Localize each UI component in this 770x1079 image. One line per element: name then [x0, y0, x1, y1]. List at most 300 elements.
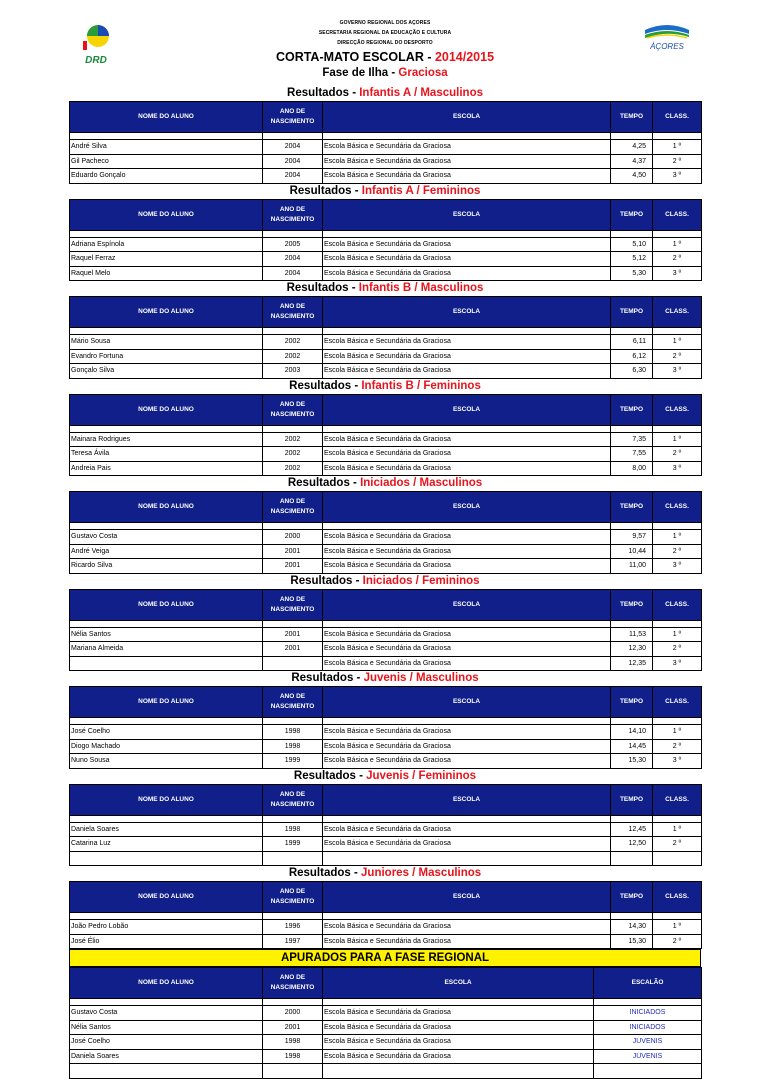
- col-birth-header: ANO DE NASCIMENTO: [263, 784, 323, 815]
- col-place-header: CLASS.: [653, 199, 702, 230]
- logo-right-text: ÀÇORES: [650, 42, 684, 51]
- table-row: [70, 1006, 702, 1021]
- spacer-cell: [323, 230, 611, 237]
- spacer-cell: [70, 133, 263, 140]
- age-level: JUVENIS: [594, 1035, 702, 1050]
- spacer-cell: [653, 328, 702, 335]
- col-time-header: TEMPO: [611, 687, 653, 718]
- spacer-cell: [653, 133, 702, 140]
- birth-year: 1996: [263, 920, 323, 935]
- birth-year: 2004: [263, 266, 323, 281]
- student-name: Catarina Luz: [70, 837, 263, 852]
- table-row: [70, 627, 702, 642]
- table-row: [70, 1020, 702, 1035]
- birth-year: 2001: [263, 1020, 323, 1035]
- placement: 1 º: [653, 822, 702, 837]
- col-birth-header: ANO DE NASCIMENTO: [263, 394, 323, 425]
- section-prefix: Resultados -: [289, 379, 362, 392]
- student-name: Mainara Rodrigues: [70, 432, 263, 447]
- spacer-cell: [70, 425, 263, 432]
- school-name: Escola Básica e Secundária da Graciosa: [323, 169, 611, 184]
- azores-logo: [643, 22, 691, 52]
- birth-year: 1997: [263, 934, 323, 949]
- school-name: Escola Básica e Secundária da Graciosa: [323, 1006, 594, 1021]
- col-place-header: CLASS.: [653, 882, 702, 913]
- student-name: Nuno Sousa: [70, 754, 263, 769]
- spacer-cell: [263, 815, 323, 822]
- col-name-header: NOME DO ALUNO: [70, 784, 263, 815]
- spacer-cell: [263, 230, 323, 237]
- spacer-cell: [263, 999, 323, 1006]
- col-place-header: CLASS.: [653, 784, 702, 815]
- student-name: Mariana Almeida: [70, 642, 263, 657]
- section-prefix: Resultados -: [289, 184, 362, 197]
- student-name: João Pedro Lobão: [70, 920, 263, 935]
- spacer-cell: [594, 999, 702, 1006]
- col-time-header: TEMPO: [611, 297, 653, 328]
- section-prefix: Resultados -: [287, 477, 361, 489]
- race-time: 4,37: [611, 154, 653, 169]
- school-name: Escola Básica e Secundária da Graciosa: [323, 335, 611, 350]
- birth-year: [263, 1064, 323, 1079]
- col-time-header: TEMPO: [611, 394, 653, 425]
- spacer-cell: [611, 815, 653, 822]
- age-level: INICIADOS: [594, 1020, 702, 1035]
- birth-year: [263, 656, 323, 671]
- spacer-cell: [70, 620, 263, 627]
- results-table: [69, 296, 702, 379]
- age-level: [594, 1064, 702, 1079]
- spacer-row: [70, 620, 702, 627]
- spacer-row: [70, 425, 702, 432]
- section-title: [69, 671, 701, 686]
- col-school-header: ESCOLA: [323, 297, 611, 328]
- col-school-header: ESCOLA: [323, 492, 611, 523]
- table-row: [70, 349, 702, 364]
- table-header-row: [70, 589, 702, 620]
- birth-year: 2000: [263, 530, 323, 545]
- birth-year: 1999: [263, 837, 323, 852]
- table-row: [70, 656, 702, 671]
- student-name: Daniela Soares: [70, 822, 263, 837]
- col-time-header: TEMPO: [611, 784, 653, 815]
- student-name: André Veiga: [70, 544, 263, 559]
- spacer-row: [70, 999, 702, 1006]
- race-time: 10,44: [611, 544, 653, 559]
- student-name: José Coelho: [70, 725, 263, 740]
- race-time: 12,45: [611, 822, 653, 837]
- results-table: [69, 784, 702, 867]
- birth-year: 2001: [263, 642, 323, 657]
- table-header-row: [70, 687, 702, 718]
- col-name-header: NOME DO ALUNO: [70, 882, 263, 913]
- school-name: Escola Básica e Secundária da Graciosa: [323, 627, 611, 642]
- spacer-cell: [70, 913, 263, 920]
- table-row: [70, 1049, 702, 1064]
- col-birth-header: ANO DE NASCIMENTO: [263, 199, 323, 230]
- table-row: [70, 725, 702, 740]
- table-row: [70, 447, 702, 462]
- col-name-header: NOME DO ALUNO: [70, 968, 263, 999]
- spacer-cell: [323, 718, 611, 725]
- school-name: Escola Básica e Secundária da Graciosa: [323, 934, 611, 949]
- col-place-header: CLASS.: [653, 589, 702, 620]
- birth-year: 2001: [263, 544, 323, 559]
- spacer-cell: [611, 718, 653, 725]
- race-time: 6,12: [611, 349, 653, 364]
- spacer-row: [70, 328, 702, 335]
- birth-year: 1998: [263, 1035, 323, 1050]
- race-time: 4,50: [611, 169, 653, 184]
- spacer-cell: [323, 999, 594, 1006]
- spacer-cell: [70, 999, 263, 1006]
- birth-year: 1998: [263, 1049, 323, 1064]
- spacer-row: [70, 133, 702, 140]
- placement: 2 º: [653, 739, 702, 754]
- section-category: Juvenis / Masculinos: [363, 672, 479, 684]
- spacer-row: [70, 230, 702, 237]
- gov-line-1: GOVERNO REGIONAL DOS AÇORES: [339, 20, 431, 26]
- table-row: [70, 559, 702, 574]
- spacer-cell: [70, 523, 263, 530]
- gov-line-2: SECRETARIA REGIONAL DA EDUCAÇÃO E CULTURA: [318, 30, 452, 36]
- placement: 3 º: [653, 559, 702, 574]
- student-name: Gustavo Costa: [70, 530, 263, 545]
- section-prefix: Resultados -: [287, 87, 360, 99]
- document-header: [69, 0, 701, 86]
- section-category: Juvenis / Femininos: [366, 769, 477, 782]
- col-school-header: ESCOLA: [323, 102, 611, 133]
- placement: 1 º: [653, 335, 702, 350]
- student-name: [70, 656, 263, 671]
- table-row: [70, 169, 702, 184]
- birth-year: 2002: [263, 349, 323, 364]
- results-table: [69, 394, 702, 477]
- placement: 1 º: [653, 140, 702, 155]
- results-table: [69, 686, 702, 769]
- title-year: 2014/2015: [434, 50, 495, 64]
- school-name: Escola Básica e Secundária da Graciosa: [323, 1020, 594, 1035]
- student-name: André Silva: [70, 140, 263, 155]
- placement: 3 º: [653, 656, 702, 671]
- race-time: 5,12: [611, 252, 653, 267]
- col-name-header: NOME DO ALUNO: [70, 394, 263, 425]
- school-name: Escola Básica e Secundária da Graciosa: [323, 1049, 594, 1064]
- race-time: 12,35: [611, 656, 653, 671]
- spacer-cell: [653, 913, 702, 920]
- spacer-cell: [70, 230, 263, 237]
- table-row: [70, 237, 702, 252]
- results-sections: [69, 86, 701, 949]
- placement: 3 º: [653, 754, 702, 769]
- table-header-row: [70, 492, 702, 523]
- race-time: 7,55: [611, 447, 653, 462]
- placement: 2 º: [653, 154, 702, 169]
- spacer-cell: [263, 133, 323, 140]
- school-name: Escola Básica e Secundária da Graciosa: [323, 447, 611, 462]
- student-name: [70, 851, 263, 866]
- table-row: [70, 252, 702, 267]
- spacer-row: [70, 718, 702, 725]
- birth-year: 2000: [263, 1006, 323, 1021]
- student-name: Teresa Ávila: [70, 447, 263, 462]
- spacer-cell: [611, 230, 653, 237]
- col-school-header: ESCOLA: [323, 784, 611, 815]
- page-title: [69, 50, 701, 64]
- placement: 1 º: [653, 627, 702, 642]
- race-time: 14,30: [611, 920, 653, 935]
- col-name-header: NOME DO ALUNO: [70, 687, 263, 718]
- school-name: Escola Básica e Secundária da Graciosa: [323, 530, 611, 545]
- table-row: [70, 461, 702, 476]
- placement: 2 º: [653, 252, 702, 267]
- school-name: Escola Básica e Secundária da Graciosa: [323, 559, 611, 574]
- col-birth-header: ANO DE NASCIMENTO: [263, 492, 323, 523]
- section-prefix: Resultados -: [290, 574, 363, 587]
- spacer-cell: [323, 133, 611, 140]
- placement: 3 º: [653, 364, 702, 379]
- race-time: 4,25: [611, 140, 653, 155]
- school-name: [323, 851, 611, 866]
- col-birth-header: ANO DE NASCIMENTO: [263, 297, 323, 328]
- birth-year: 2004: [263, 154, 323, 169]
- school-name: Escola Básica e Secundária da Graciosa: [323, 920, 611, 935]
- placement: 1 º: [653, 237, 702, 252]
- race-time: 6,30: [611, 364, 653, 379]
- school-name: Escola Básica e Secundária da Graciosa: [323, 725, 611, 740]
- col-name-header: NOME DO ALUNO: [70, 297, 263, 328]
- student-name: Diogo Machado: [70, 739, 263, 754]
- placement: 2 º: [653, 349, 702, 364]
- table-row: [70, 364, 702, 379]
- birth-year: 2005: [263, 237, 323, 252]
- section-category: Infantis A / Masculinos: [359, 87, 483, 99]
- section-category: Infantis A / Femininos: [361, 184, 481, 197]
- table-row: [70, 754, 702, 769]
- race-time: [611, 851, 653, 866]
- spacer-cell: [653, 815, 702, 822]
- title-main: CORTA-MATO ESCOLAR -: [275, 50, 435, 64]
- spacer-cell: [611, 328, 653, 335]
- table-header-row: [70, 199, 702, 230]
- birth-year: 2002: [263, 335, 323, 350]
- table-row: [70, 140, 702, 155]
- race-time: 5,30: [611, 266, 653, 281]
- table-row: [70, 934, 702, 949]
- student-name: Gustavo Costa: [70, 1006, 263, 1021]
- placement: 1 º: [653, 432, 702, 447]
- table-row: [70, 822, 702, 837]
- placement: 3 º: [653, 266, 702, 281]
- section-title: [69, 86, 701, 101]
- section-category: Infantis B / Masculinos: [358, 282, 484, 294]
- gov-line-3: DIRECÇÃO REGIONAL DO DESPORTO: [337, 40, 433, 46]
- school-name: Escola Básica e Secundária da Graciosa: [323, 461, 611, 476]
- spacer-cell: [323, 815, 611, 822]
- results-table: [69, 589, 702, 672]
- birth-year: 1998: [263, 739, 323, 754]
- section-prefix: Resultados -: [291, 672, 364, 684]
- section-category: Iniciados / Femininos: [362, 574, 480, 587]
- birth-year: 2002: [263, 432, 323, 447]
- race-time: 6,11: [611, 335, 653, 350]
- table-row: [70, 432, 702, 447]
- school-name: Escola Básica e Secundária da Graciosa: [323, 432, 611, 447]
- spacer-row: [70, 523, 702, 530]
- col-school-header: ESCOLA: [323, 199, 611, 230]
- student-name: José Élio: [70, 934, 263, 949]
- birth-year: 2002: [263, 461, 323, 476]
- col-birth-header: ANO DE NASCIMENTO: [263, 882, 323, 913]
- race-time: 12,50: [611, 837, 653, 852]
- race-time: 5,10: [611, 237, 653, 252]
- col-birth-header: ANO DE NASCIMENTO: [263, 687, 323, 718]
- race-time: 7,35: [611, 432, 653, 447]
- spacer-cell: [611, 133, 653, 140]
- spacer-cell: [70, 815, 263, 822]
- school-name: Escola Básica e Secundária da Graciosa: [323, 237, 611, 252]
- table-row: [70, 739, 702, 754]
- student-name: Raquel Ferraz: [70, 252, 263, 267]
- spacer-cell: [323, 425, 611, 432]
- col-school-header: ESCOLA: [323, 968, 594, 999]
- placement: 2 º: [653, 447, 702, 462]
- student-name: [70, 1064, 263, 1079]
- school-name: [323, 1064, 594, 1079]
- birth-year: 1998: [263, 725, 323, 740]
- section-title: [69, 476, 701, 491]
- spacer-cell: [611, 620, 653, 627]
- spacer-row: [70, 815, 702, 822]
- table-header-row: [70, 297, 702, 328]
- student-name: Evandro Fortuna: [70, 349, 263, 364]
- spacer-cell: [263, 620, 323, 627]
- spacer-cell: [263, 523, 323, 530]
- col-name-header: NOME DO ALUNO: [70, 492, 263, 523]
- birth-year: 2002: [263, 447, 323, 462]
- school-name: Escola Básica e Secundária da Graciosa: [323, 754, 611, 769]
- school-name: Escola Básica e Secundária da Graciosa: [323, 544, 611, 559]
- spacer-cell: [70, 718, 263, 725]
- col-place-header: CLASS.: [653, 297, 702, 328]
- table-header-row: [70, 882, 702, 913]
- birth-year: 1999: [263, 754, 323, 769]
- spacer-cell: [263, 425, 323, 432]
- spacer-cell: [263, 718, 323, 725]
- col-place-header: CLASS.: [653, 394, 702, 425]
- table-row: [70, 266, 702, 281]
- school-name: Escola Básica e Secundária da Graciosa: [323, 1035, 594, 1050]
- spacer-cell: [653, 523, 702, 530]
- school-name: Escola Básica e Secundária da Graciosa: [323, 252, 611, 267]
- col-name-header: NOME DO ALUNO: [70, 589, 263, 620]
- table-header-row: [70, 102, 702, 133]
- birth-year: 2001: [263, 627, 323, 642]
- age-level: INICIADOS: [594, 1006, 702, 1021]
- col-time-header: TEMPO: [611, 199, 653, 230]
- results-table: [69, 101, 702, 184]
- section-prefix: Resultados -: [293, 769, 367, 782]
- student-name: Andreia Pais: [70, 461, 263, 476]
- placement: 1 º: [653, 920, 702, 935]
- school-name: Escola Básica e Secundária da Graciosa: [323, 266, 611, 281]
- placement: 3 º: [653, 461, 702, 476]
- col-time-header: TEMPO: [611, 102, 653, 133]
- col-birth-header: ANO DE NASCIMENTO: [263, 589, 323, 620]
- school-name: Escola Básica e Secundária da Graciosa: [323, 154, 611, 169]
- col-birth-header: ANO DE NASCIMENTO: [263, 968, 323, 999]
- spacer-cell: [653, 620, 702, 627]
- table-header-row: [70, 394, 702, 425]
- school-name: Escola Básica e Secundária da Graciosa: [323, 739, 611, 754]
- birth-year: 2003: [263, 364, 323, 379]
- student-name: Eduardo Gonçalo: [70, 169, 263, 184]
- spacer-cell: [323, 620, 611, 627]
- results-table: [69, 491, 702, 574]
- results-table: [69, 881, 702, 949]
- qualified-table: [69, 967, 702, 1079]
- logo-left-text: DRD: [85, 55, 107, 66]
- student-name: Nélia Santos: [70, 627, 263, 642]
- spacer-cell: [323, 523, 611, 530]
- spacer-cell: [653, 718, 702, 725]
- table-row: [70, 642, 702, 657]
- table-row: [70, 1064, 702, 1079]
- race-time: 11,53: [611, 627, 653, 642]
- birth-year: [263, 851, 323, 866]
- col-school-header: ESCOLA: [323, 882, 611, 913]
- student-name: Gil Pacheco: [70, 154, 263, 169]
- col-time-header: TEMPO: [611, 492, 653, 523]
- spacer-cell: [611, 913, 653, 920]
- table-row: [70, 920, 702, 935]
- spacer-cell: [323, 913, 611, 920]
- placement: 1 º: [653, 530, 702, 545]
- spacer-cell: [653, 230, 702, 237]
- spacer-cell: [263, 913, 323, 920]
- school-name: Escola Básica e Secundária da Graciosa: [323, 642, 611, 657]
- section-title: [69, 574, 701, 589]
- spacer-cell: [263, 328, 323, 335]
- col-school-header: ESCOLA: [323, 589, 611, 620]
- placement: 2 º: [653, 544, 702, 559]
- col-school-header: ESCOLA: [323, 687, 611, 718]
- subtitle-prefix: Fase de Ilha -: [322, 67, 399, 79]
- section-title: [69, 379, 701, 394]
- col-school-header: ESCOLA: [323, 394, 611, 425]
- school-name: Escola Básica e Secundária da Graciosa: [323, 349, 611, 364]
- subtitle-island: Graciosa: [398, 67, 448, 79]
- section-category: Infantis B / Femininos: [361, 379, 481, 392]
- section-prefix: Resultados -: [286, 282, 359, 294]
- section-title: [69, 184, 701, 199]
- placement: 2 º: [653, 642, 702, 657]
- birth-year: 2001: [263, 559, 323, 574]
- col-place-header: CLASS.: [653, 492, 702, 523]
- race-time: 14,10: [611, 725, 653, 740]
- birth-year: 2004: [263, 252, 323, 267]
- qualified-title: APURADOS PARA A FASE REGIONAL: [69, 949, 701, 967]
- placement: 2 º: [653, 837, 702, 852]
- table-header-row: [70, 784, 702, 815]
- student-name: Gonçalo Silva: [70, 364, 263, 379]
- col-place-header: CLASS.: [653, 687, 702, 718]
- section-prefix: Resultados -: [288, 867, 362, 879]
- qualified-section: [69, 949, 701, 1079]
- student-name: Nélia Santos: [70, 1020, 263, 1035]
- school-name: Escola Básica e Secundária da Graciosa: [323, 837, 611, 852]
- student-name: Adriana Espínola: [70, 237, 263, 252]
